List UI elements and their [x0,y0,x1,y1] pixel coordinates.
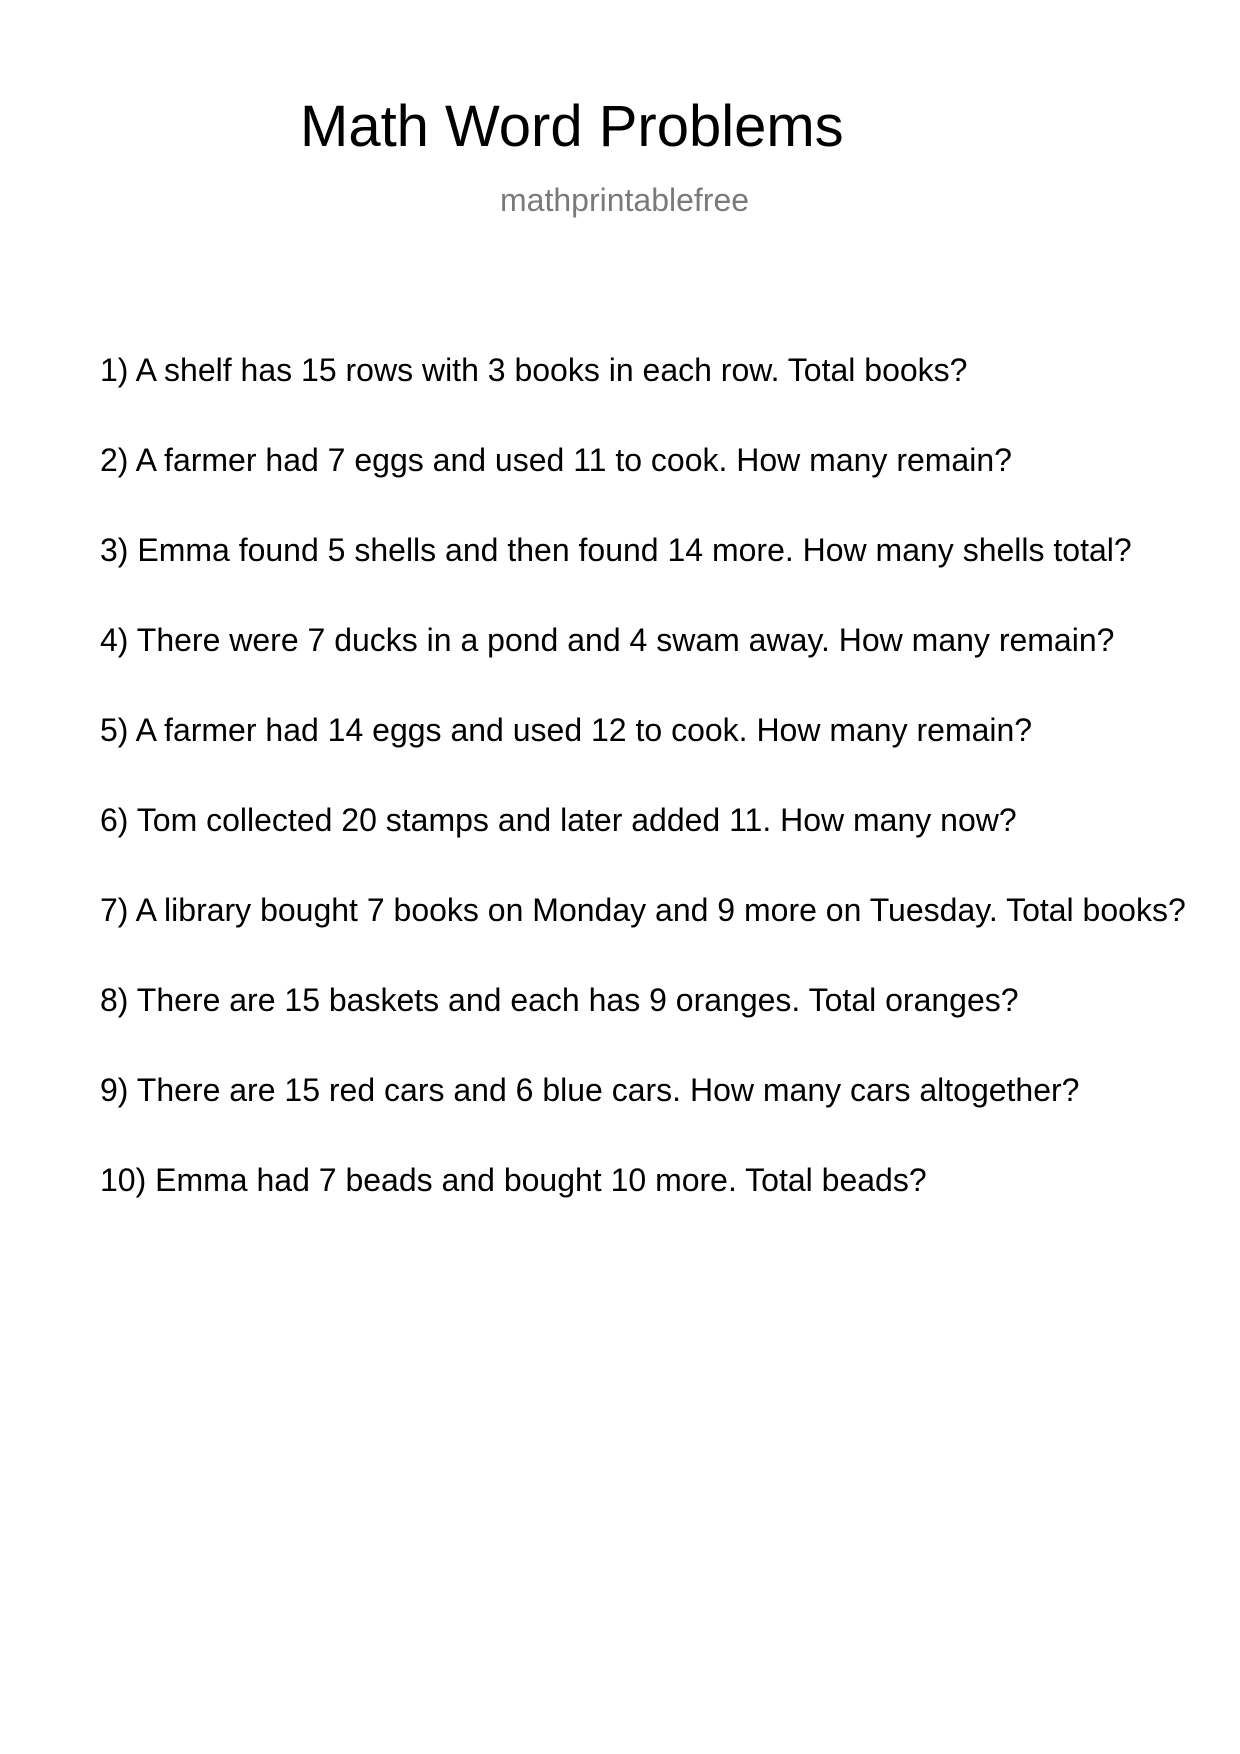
problem-list [100,350,1240,1250]
problem-item: 8) There are 15 baskets and each has 9 oranges. Total oranges? [100,982,1019,1018]
problem-item: 6) Tom collected 20 stamps and later added 11. How many now? [100,802,1017,838]
problem-item: 10) Emma had 7 beads and bought 10 more. Total beads? [100,1162,927,1198]
problem-item: 2) A farmer had 7 eggs and used 11 to cook. How many remain? [100,442,1012,478]
problem-item: 3) Emma found 5 shells and then found 14 more. How many shells total? [100,532,1132,568]
page-subtitle: mathprintablefree [500,182,750,218]
page-title: Math Word Problems [300,94,844,159]
problem-item: 1) A shelf has 15 rows with 3 books in each row. Total books? [100,352,968,388]
problem-item: 5) A farmer had 14 eggs and used 12 to cook. How many remain? [100,712,1033,748]
problem-item: 7) A library bought 7 books on Monday and 9 more on Tuesday. Total books? [100,892,1186,928]
problem-item: 9) There are 15 red cars and 6 blue cars. How many cars altogether? [100,1072,1080,1108]
problem-item: 4) There were 7 ducks in a pond and 4 swam away. How many remain? [100,622,1115,658]
